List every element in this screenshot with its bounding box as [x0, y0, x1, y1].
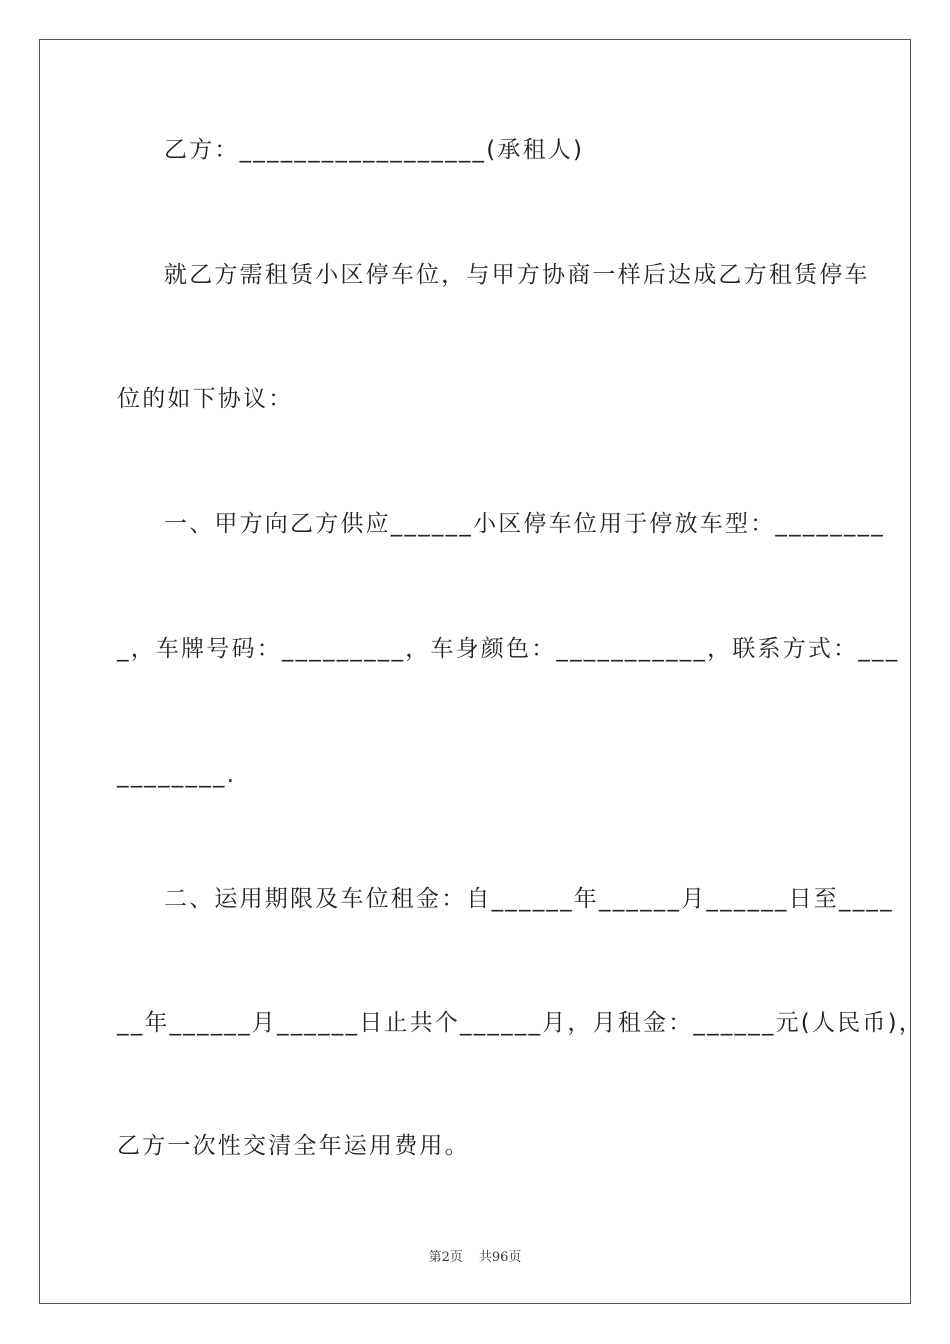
clause-two-line-2: __年______月______日止共个______月，月租金：______元(人民币)， — [117, 1010, 924, 1036]
paragraph-intro-line-2: 位的如下协议： — [117, 386, 294, 412]
page-footer — [0, 1246, 950, 1265]
clause-one-line-3: ________. — [117, 762, 237, 788]
clause-two-line-1: 二、运用期限及车位租金：自______年______月______日至____ — [164, 886, 894, 912]
page-number: 第2页 — [428, 1250, 463, 1265]
paragraph-intro-line-1: 就乙方需租赁小区停车位，与甲方协商一样后达成乙方租赁停车 — [164, 262, 870, 288]
party-b-line: 乙方：__________________(承租人) — [164, 137, 585, 163]
clause-one-line-2: _，车牌号码：_________，车身颜色：___________，联系方式：___ — [117, 636, 900, 662]
total-pages: 共96页 — [478, 1250, 522, 1265]
clause-two-line-3: 乙方一次性交清全年运用费用。 — [117, 1133, 470, 1159]
clause-one-line-1: 一、甲方向乙方供应______小区停车位用于停放车型：________ — [164, 511, 885, 537]
page-border — [39, 39, 911, 1304]
